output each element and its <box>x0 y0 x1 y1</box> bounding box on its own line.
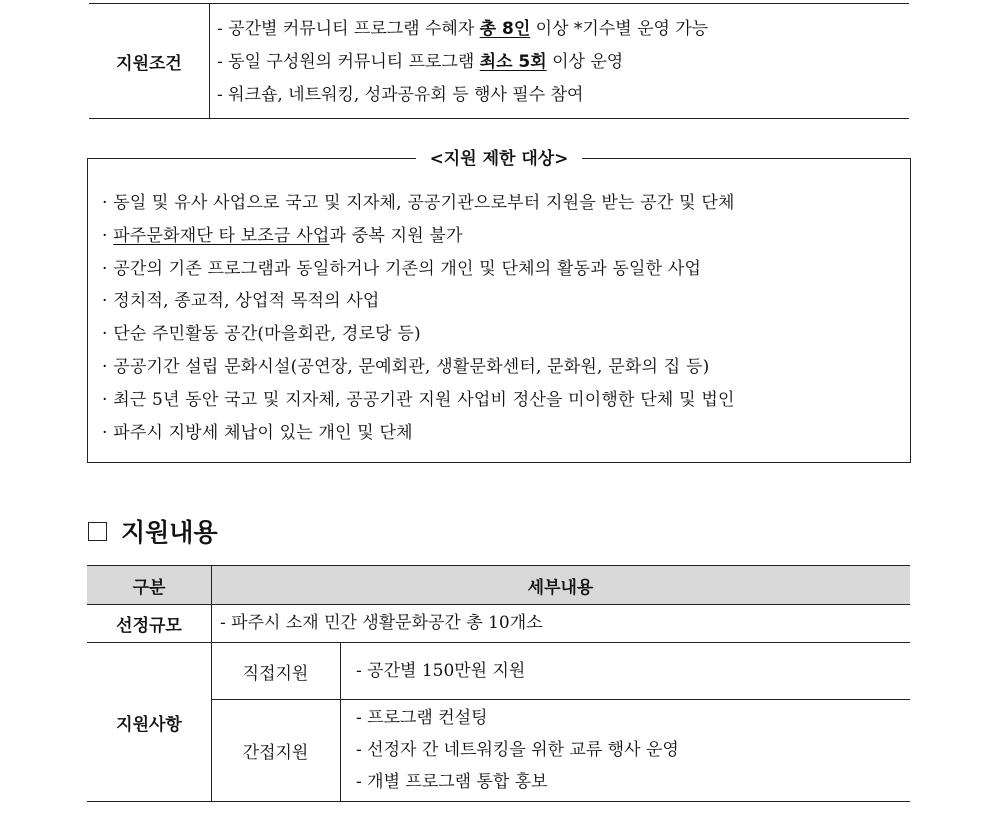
condition-text: 이상 *기수별 운영 가능 <box>530 19 709 39</box>
restriction-text: · <box>102 225 114 246</box>
support-conditions-table <box>89 3 909 119</box>
restriction-title-text: <지원 제한 대상> <box>416 149 583 169</box>
condition-line <box>217 13 708 46</box>
indirect-support-line: - 선정자 간 네트워킹을 위한 교류 행사 운영 <box>356 740 679 760</box>
table-row-scale <box>87 604 910 643</box>
restriction-item <box>102 220 735 253</box>
restriction-list <box>102 187 735 449</box>
header-category: 구분 <box>87 566 212 604</box>
condition-line <box>217 46 708 79</box>
restriction-text: · 동일 및 유사 사업으로 국고 및 지자체, 공공기관으로부터 지원을 받는 공간 및 단체 <box>102 193 735 213</box>
restriction-text: · 최근 5년 동안 국고 및 지자체, 공공기관 지원 사업비 정산을 미이행한 단체 및 법인 <box>102 389 735 410</box>
restriction-text: · 공공기간 설립 문화시설(공연장, 문예회관, 생활문화센터, 문화원, 문화의 집 등) <box>102 356 710 377</box>
restriction-item <box>102 187 735 220</box>
condition-text: 이상 운영 <box>546 52 624 72</box>
scale-label: 선정규모 <box>87 604 212 642</box>
restriction-box <box>87 149 911 463</box>
restriction-item <box>102 318 735 351</box>
restriction-text: 과 중복 지원 불가 <box>329 225 463 246</box>
header-details: 세부내용 <box>527 577 594 598</box>
indirect-support-values <box>356 702 679 798</box>
condition-emphasis: 최소 5회 <box>479 52 547 72</box>
condition-emphasis: 총 8인 <box>479 19 531 39</box>
section-title: 지원내용 <box>121 518 218 547</box>
indirect-support-line: - 개별 프로그램 통합 홍보 <box>356 772 548 792</box>
scale-value: - 파주시 소재 민간 생활문화공간 총 10개소 <box>220 613 543 633</box>
restriction-text: · 단순 주민활동 공간(마을회관, 경로당 등) <box>102 324 421 345</box>
restriction-item <box>102 351 735 384</box>
restriction-item <box>102 253 735 286</box>
restriction-underlined-text: 파주문화재단 타 보조금 사업 <box>113 225 330 246</box>
indirect-support-label: 간접지원 <box>211 700 341 801</box>
restriction-title <box>88 148 910 170</box>
condition-text: - 공간별 커뮤니티 프로그램 수혜자 <box>217 19 480 39</box>
indirect-support-row <box>211 700 910 801</box>
condition-line <box>217 79 708 112</box>
support-items-label: 지원사항 <box>87 643 212 801</box>
support-conditions-label: 지원조건 <box>89 4 210 118</box>
restriction-text: · 공간의 기존 프로그램과 동일하거나 기존의 개인 및 단체의 활동과 동일한 사업 <box>102 258 702 279</box>
condition-text: - 동일 구성원의 커뮤니티 프로그램 <box>217 52 480 72</box>
table-row-support-items <box>87 643 910 802</box>
direct-support-value: - 공간별 150만원 지원 <box>356 661 526 681</box>
restriction-text: · 파주시 지방세 체납이 있는 개인 및 단체 <box>102 422 413 443</box>
restriction-item <box>102 384 735 417</box>
indirect-support-line: - 프로그램 컨설팅 <box>356 708 488 728</box>
condition-text: - 워크숍, 네트워킹, 성과공유회 등 행사 필수 참여 <box>217 85 584 105</box>
section-heading <box>88 513 218 549</box>
restriction-item <box>102 417 735 450</box>
checkbox-square-icon <box>88 522 107 541</box>
restriction-text: · 정치적, 종교적, 상업적 목적의 사업 <box>102 291 380 312</box>
direct-support-label: 직접지원 <box>211 643 341 699</box>
table-header-row <box>87 565 910 605</box>
direct-support-row <box>211 643 910 700</box>
restriction-item <box>102 285 735 318</box>
support-conditions-lines <box>217 13 708 112</box>
